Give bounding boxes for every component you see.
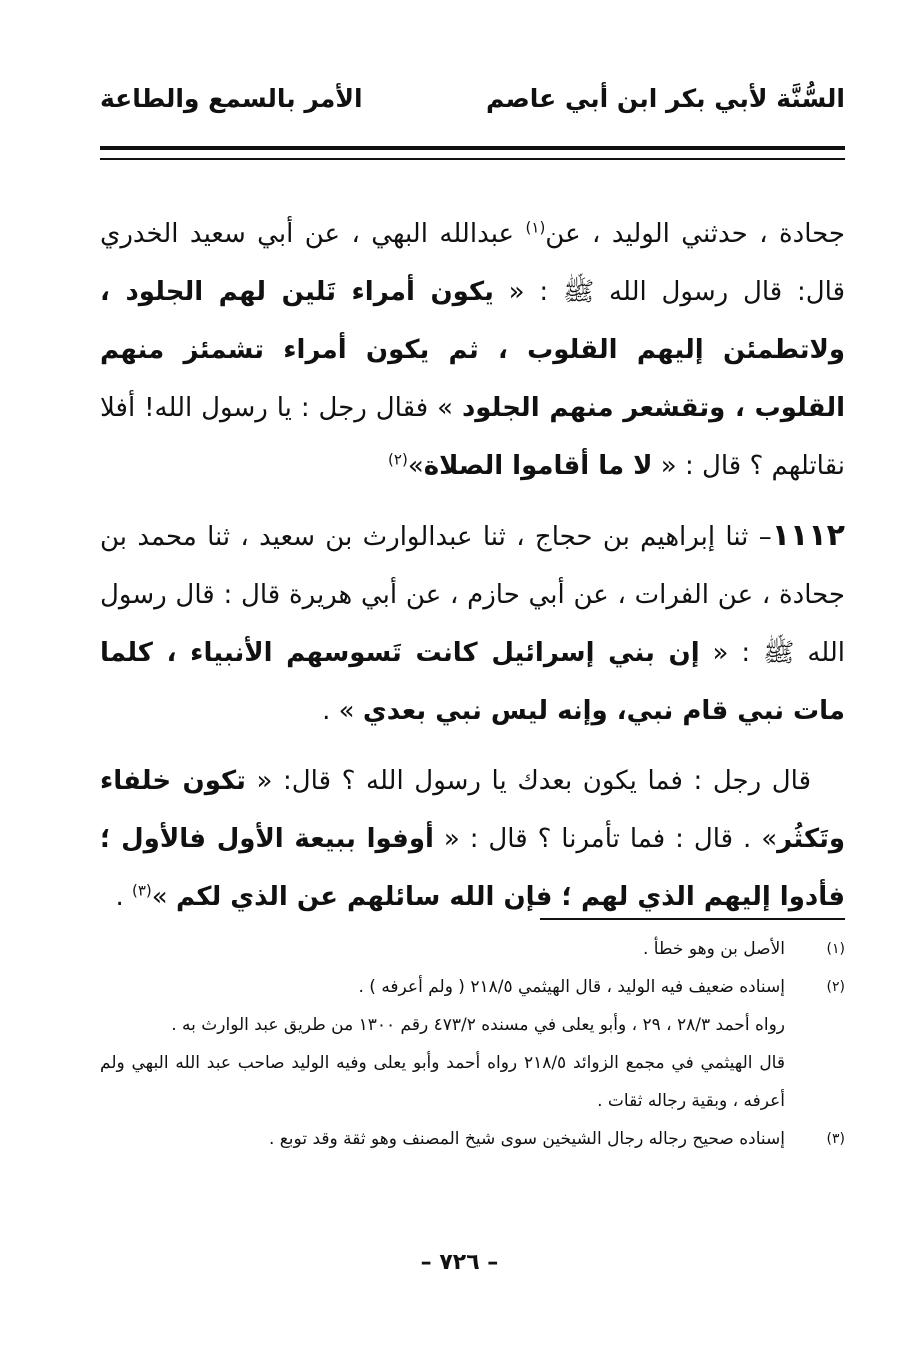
hadith-number: ١١١٢ (771, 518, 845, 553)
text-run: » (407, 451, 424, 481)
footnote-2 (100, 968, 845, 1006)
text-run: جحادة ، حدثني الوليد ، عن (545, 219, 845, 249)
text-run: عبدالله البهي ، عن أبي سعيد الخدري قال: قال رسول الله ﷺ : « (100, 219, 845, 307)
paragraph-1 (100, 205, 845, 495)
header-rule-thin (100, 158, 845, 160)
footnote-number: (١) (826, 941, 845, 957)
footnote-text: الأصل بن وهو خطأ . (642, 939, 785, 959)
footnotes (100, 930, 845, 1158)
text-run: » فقال رجل : يا رسول الله! أفلا نقاتلهم ؟ قال : « (100, 393, 845, 481)
paragraph-3 (100, 752, 845, 926)
hadith-text: لا ما أقاموا الصلاة (423, 451, 653, 481)
footnote-marker-1: (١) (525, 218, 546, 237)
footnote-marker-3: (٣) (132, 881, 152, 900)
text-run: » . (322, 696, 363, 726)
book-title: السُّنَّة لأبي بكر ابن أبي عاصم (486, 83, 845, 113)
hadith-text: يكون أمراء تَلين لهم الجلود ، ولاتطمئن إليهم القلوب ، ثم يكون أمراء تشمئز منهم القلوب ، وتقشعر منهم الجلود (100, 277, 845, 423)
hadith-text: تكون خلفاء وتَكثُر (100, 766, 845, 854)
hadith-text: إن بني إسرائيل كانت تَسوسهم الأنبياء ، كلما مات نبي قام نبي، وإنه ليس نبي بعدي (100, 638, 845, 726)
paragraph-2 (100, 507, 845, 740)
footnote-marker-2: (٢) (388, 450, 408, 469)
text-run: » . قال : فما تأمرنا ؟ قال : « (433, 824, 778, 854)
footnote-text: إسناده صحيح رجاله رجال الشيخين سوى شيخ المصنف وهو ثقة وقد توبع . (268, 1129, 785, 1149)
text-run: قال رجل : فما يكون بعدك يا رسول الله ؟ قال: « (245, 766, 812, 796)
main-text (100, 205, 845, 926)
hadith-text: أوفوا ببيعة الأول فالأول ؛ فأدوا إليهم الذي لهم ؛ فإن الله سائلهم عن الذي لكم (100, 824, 845, 912)
running-header (100, 78, 845, 118)
footnote-3 (100, 1120, 845, 1158)
header-rule-thick (100, 146, 845, 150)
footnote-text: إسناده ضعيف فيه الوليد ، قال الهيثمي ٢١٨/٥ ( ولم أعرفه ) . (358, 977, 785, 997)
footnote-2-continuation: رواه أحمد ٢٨/٣ ، ٢٩ ، وأبو يعلى في مسنده ٤٧٣/٢ رقم ١٣٠٠ من طريق عبد الوارث به . (171, 1015, 785, 1035)
text-run: – ثنا إبراهيم بن حجاج ، ثنا عبدالوارث بن سعيد ، ثنا محمد بن جحادة ، عن الفرات ، عن أبي حازم ، عن أبي هريرة قال : قال رسول الله ﷺ : « (100, 522, 846, 668)
footnote-number: (٣) (826, 1131, 845, 1147)
text-run: » (151, 882, 176, 912)
page-number: – ٧٢٦ – (420, 1250, 499, 1275)
footnote-number: (٢) (826, 979, 845, 995)
text-run: . (115, 882, 132, 912)
footnote-1 (100, 930, 845, 968)
footnote-2-continuation: قال الهيثمي في مجمع الزوائد ٢١٨/٥ رواه أحمد وأبو يعلى وفيه الوليد صاحب عبد الله البهي ولم أعرفه ، وبقية رجاله ثقات . (100, 1053, 785, 1111)
footnote-separator (540, 918, 845, 920)
chapter-title: الأمر بالسمع والطاعة (100, 83, 363, 113)
